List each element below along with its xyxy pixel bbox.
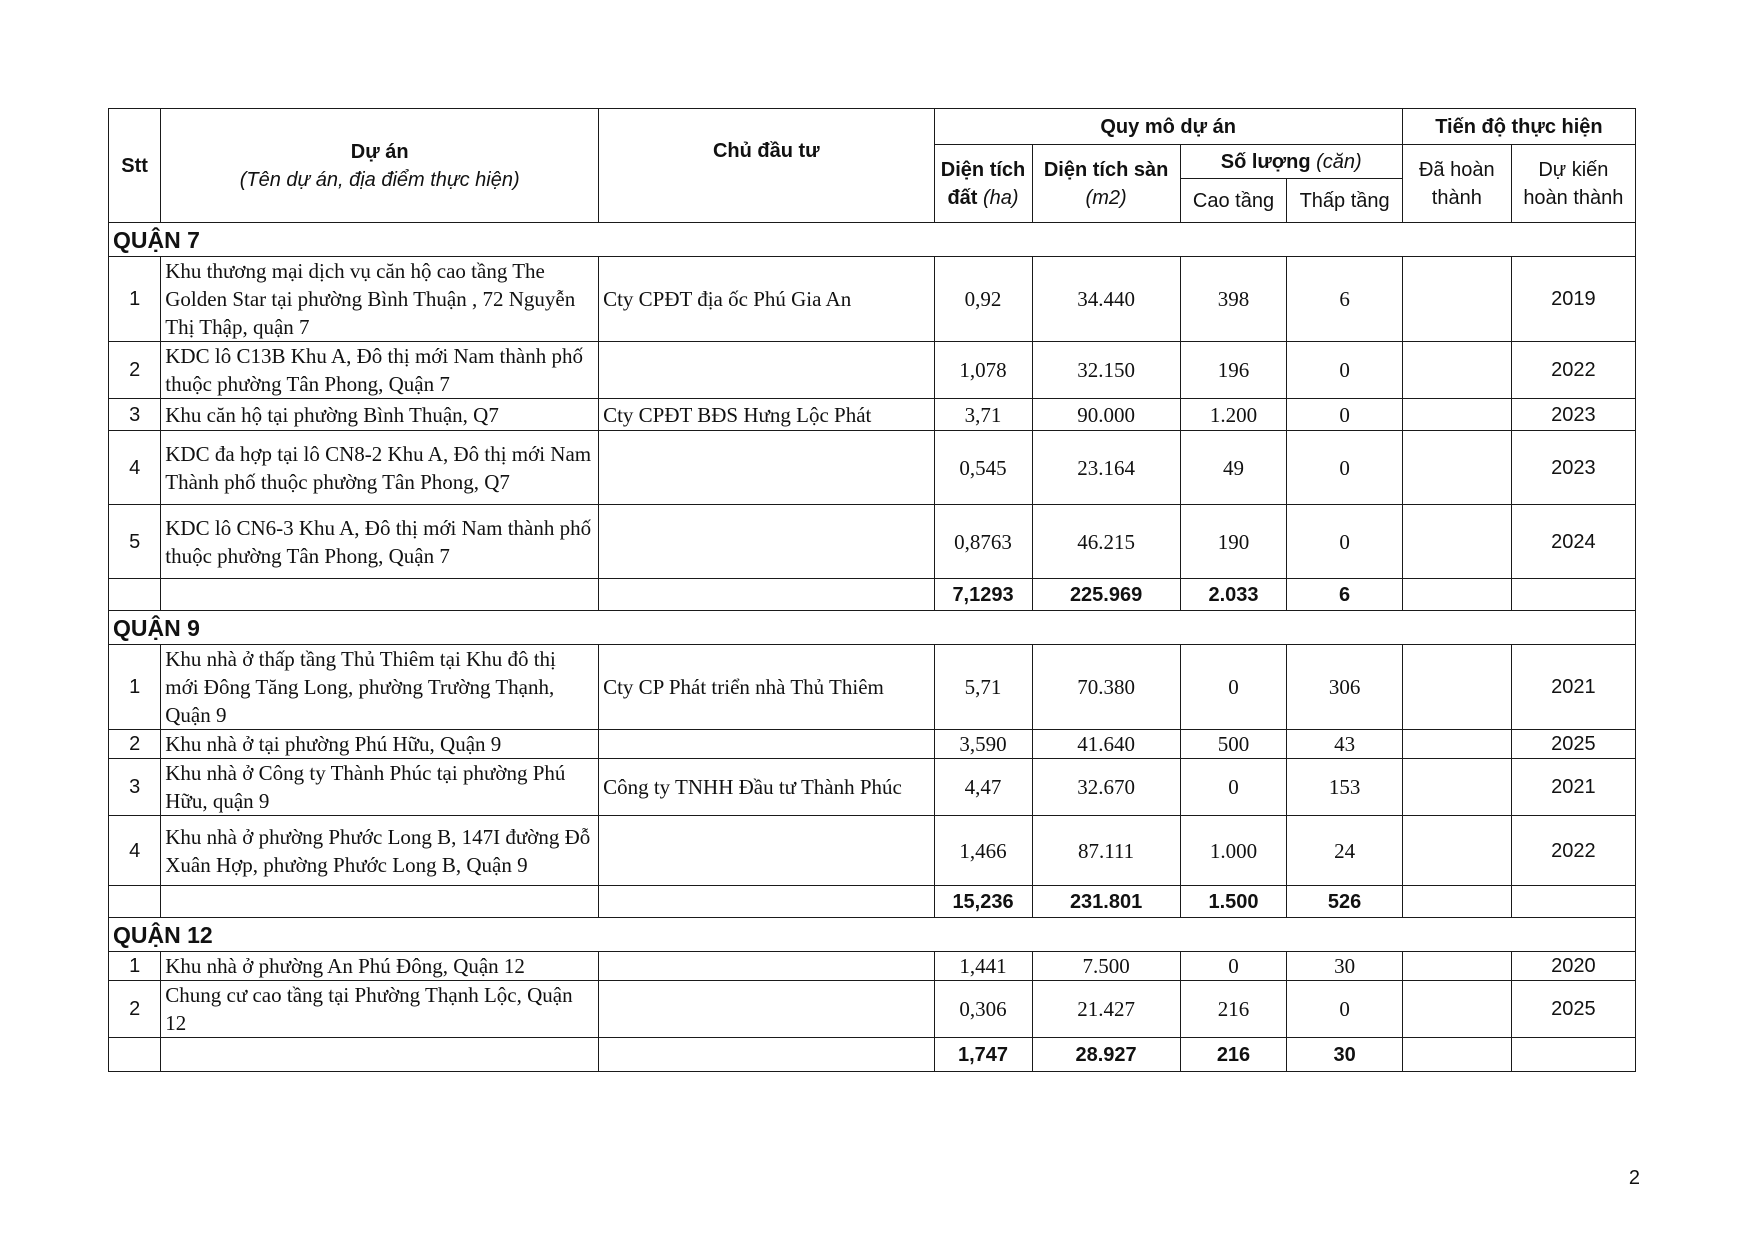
table-row — [109, 952, 1636, 981]
header-thap-tang: Thấp tầng — [1287, 179, 1402, 223]
row-floor-area: 70.380 — [1032, 645, 1180, 730]
row-investor — [599, 730, 934, 759]
row-completed — [1402, 342, 1511, 399]
section-row — [109, 918, 1636, 952]
section-title: QUẬN 7 — [109, 223, 1636, 257]
row-floor-area: 7.500 — [1032, 952, 1180, 981]
row-low-rise: 30 — [1287, 952, 1402, 981]
row-high-rise: 0 — [1180, 759, 1287, 816]
row-stt: 2 — [109, 981, 161, 1038]
total-expected — [1511, 1038, 1635, 1072]
row-high-rise: 500 — [1180, 730, 1287, 759]
total-high-rise: 1.500 — [1180, 886, 1287, 918]
row-floor-area: 90.000 — [1032, 399, 1180, 431]
table-row — [109, 730, 1636, 759]
row-expected: 2025 — [1511, 981, 1635, 1038]
row-completed — [1402, 431, 1511, 505]
total-low-rise: 30 — [1287, 1038, 1402, 1072]
row-investor — [599, 952, 934, 981]
row-completed — [1402, 257, 1511, 342]
header-dien-tich-dat: Diện tích đất (ha) — [934, 145, 1032, 223]
total-floor-area: 231.801 — [1032, 886, 1180, 918]
row-investor — [599, 505, 934, 579]
row-stt: 4 — [109, 816, 161, 886]
row-low-rise: 306 — [1287, 645, 1402, 730]
row-high-rise: 196 — [1180, 342, 1287, 399]
header-chu-dau-tu: Chủ đầu tư — [599, 109, 934, 223]
section-row — [109, 611, 1636, 645]
row-land-area: 1,466 — [934, 816, 1032, 886]
header-dien-tich-san: Diện tích sàn (m2) — [1032, 145, 1180, 223]
row-expected: 2021 — [1511, 759, 1635, 816]
row-high-rise: 0 — [1180, 645, 1287, 730]
row-project: Khu nhà ở Công ty Thành Phúc tại phường Phú Hữu, quận 9 — [161, 759, 599, 816]
total-project — [161, 1038, 599, 1072]
total-investor — [599, 579, 934, 611]
row-project: Khu nhà ở thấp tầng Thủ Thiêm tại Khu đô thị mới Đông Tăng Long, phường Trường Thạnh, Quận 9 — [161, 645, 599, 730]
table-row — [109, 342, 1636, 399]
row-expected: 2019 — [1511, 257, 1635, 342]
header-tien-do: Tiến độ thực hiện — [1402, 109, 1635, 145]
row-project: Khu nhà ở phường Phước Long B, 147I đường Đỗ Xuân Hợp, phường Phước Long B, Quận 9 — [161, 816, 599, 886]
row-project: Khu thương mại dịch vụ căn hộ cao tầng The Golden Star tại phường Bình Thuận , 72 Nguyễn Thị Thập, quận 7 — [161, 257, 599, 342]
row-expected: 2020 — [1511, 952, 1635, 981]
total-row — [109, 579, 1636, 611]
table-row — [109, 505, 1636, 579]
row-floor-area: 41.640 — [1032, 730, 1180, 759]
row-high-rise: 398 — [1180, 257, 1287, 342]
header-cao-tang: Cao tầng — [1180, 179, 1287, 223]
total-stt — [109, 1038, 161, 1072]
row-land-area: 0,8763 — [934, 505, 1032, 579]
row-project: Chung cư cao tầng tại Phường Thạnh Lộc, Quận 12 — [161, 981, 599, 1038]
total-low-rise: 526 — [1287, 886, 1402, 918]
row-completed — [1402, 645, 1511, 730]
row-low-rise: 0 — [1287, 399, 1402, 431]
row-investor — [599, 981, 934, 1038]
table-row — [109, 759, 1636, 816]
table-row — [109, 816, 1636, 886]
row-investor — [599, 342, 934, 399]
row-high-rise: 190 — [1180, 505, 1287, 579]
row-stt: 3 — [109, 759, 161, 816]
table-row — [109, 431, 1636, 505]
row-floor-area: 32.150 — [1032, 342, 1180, 399]
row-project: Khu căn hộ tại phường Bình Thuận, Q7 — [161, 399, 599, 431]
row-floor-area: 34.440 — [1032, 257, 1180, 342]
row-stt: 1 — [109, 952, 161, 981]
row-land-area: 1,078 — [934, 342, 1032, 399]
header-du-an: Dự án (Tên dự án, địa điểm thực hiện) — [161, 109, 599, 223]
section-title: QUẬN 9 — [109, 611, 1636, 645]
row-expected: 2022 — [1511, 816, 1635, 886]
row-stt: 1 — [109, 257, 161, 342]
total-project — [161, 886, 599, 918]
row-floor-area: 23.164 — [1032, 431, 1180, 505]
row-project: KDC lô CN6-3 Khu A, Đô thị mới Nam thành phố thuộc phường Tân Phong, Quận 7 — [161, 505, 599, 579]
row-completed — [1402, 505, 1511, 579]
row-expected: 2025 — [1511, 730, 1635, 759]
row-expected: 2023 — [1511, 431, 1635, 505]
row-low-rise: 6 — [1287, 257, 1402, 342]
row-land-area: 0,545 — [934, 431, 1032, 505]
total-stt — [109, 579, 161, 611]
total-expected — [1511, 579, 1635, 611]
row-expected: 2022 — [1511, 342, 1635, 399]
header-stt: Stt — [109, 109, 161, 223]
row-completed — [1402, 730, 1511, 759]
row-land-area: 0,306 — [934, 981, 1032, 1038]
row-land-area: 1,441 — [934, 952, 1032, 981]
total-land-area: 1,747 — [934, 1038, 1032, 1072]
total-completed — [1402, 1038, 1511, 1072]
row-investor: Cty CPĐT địa ốc Phú Gia An — [599, 257, 934, 342]
row-high-rise: 0 — [1180, 952, 1287, 981]
total-high-rise: 216 — [1180, 1038, 1287, 1072]
row-stt: 2 — [109, 342, 161, 399]
row-completed — [1402, 816, 1511, 886]
table-row — [109, 981, 1636, 1038]
row-expected: 2024 — [1511, 505, 1635, 579]
row-floor-area: 21.427 — [1032, 981, 1180, 1038]
total-investor — [599, 1038, 934, 1072]
row-investor — [599, 431, 934, 505]
table-row — [109, 645, 1636, 730]
row-low-rise: 0 — [1287, 981, 1402, 1038]
project-table — [108, 108, 1636, 1072]
row-investor: Cty CP Phát triển nhà Thủ Thiêm — [599, 645, 934, 730]
row-floor-area: 32.670 — [1032, 759, 1180, 816]
total-completed — [1402, 886, 1511, 918]
row-stt: 4 — [109, 431, 161, 505]
row-completed — [1402, 981, 1511, 1038]
row-land-area: 3,590 — [934, 730, 1032, 759]
row-completed — [1402, 952, 1511, 981]
row-investor: Cty CPĐT BĐS Hưng Lộc Phát — [599, 399, 934, 431]
table-header — [109, 109, 1636, 223]
total-low-rise: 6 — [1287, 579, 1402, 611]
total-row — [109, 1038, 1636, 1072]
total-high-rise: 2.033 — [1180, 579, 1287, 611]
header-so-luong: Số lượng (căn) — [1180, 145, 1402, 179]
row-project: Khu nhà ở tại phường Phú Hữu, Quận 9 — [161, 730, 599, 759]
total-floor-area: 225.969 — [1032, 579, 1180, 611]
total-investor — [599, 886, 934, 918]
row-investor: Công ty TNHH Đầu tư Thành Phúc — [599, 759, 934, 816]
table-row — [109, 257, 1636, 342]
row-project: Khu nhà ở phường An Phú Đông, Quận 12 — [161, 952, 599, 981]
row-investor — [599, 816, 934, 886]
total-row — [109, 886, 1636, 918]
row-floor-area: 46.215 — [1032, 505, 1180, 579]
row-stt: 2 — [109, 730, 161, 759]
row-high-rise: 49 — [1180, 431, 1287, 505]
header-da-hoan-thanh: Đã hoàn thành — [1402, 145, 1511, 223]
row-low-rise: 0 — [1287, 431, 1402, 505]
row-stt: 5 — [109, 505, 161, 579]
header-quy-mo: Quy mô dự án — [934, 109, 1402, 145]
row-high-rise: 216 — [1180, 981, 1287, 1038]
row-stt: 3 — [109, 399, 161, 431]
total-land-area: 7,1293 — [934, 579, 1032, 611]
row-low-rise: 153 — [1287, 759, 1402, 816]
row-land-area: 3,71 — [934, 399, 1032, 431]
section-title: QUẬN 12 — [109, 918, 1636, 952]
row-expected: 2023 — [1511, 399, 1635, 431]
row-land-area: 0,92 — [934, 257, 1032, 342]
row-land-area: 5,71 — [934, 645, 1032, 730]
header-du-kien: Dự kiến hoàn thành — [1511, 145, 1635, 223]
section-row — [109, 223, 1636, 257]
total-expected — [1511, 886, 1635, 918]
total-land-area: 15,236 — [934, 886, 1032, 918]
row-low-rise: 0 — [1287, 342, 1402, 399]
row-project: KDC đa hợp tại lô CN8-2 Khu A, Đô thị mới Nam Thành phố thuộc phường Tân Phong, Q7 — [161, 431, 599, 505]
table-row — [109, 399, 1636, 431]
row-floor-area: 87.111 — [1032, 816, 1180, 886]
row-completed — [1402, 759, 1511, 816]
table-body — [109, 223, 1636, 1072]
row-low-rise: 0 — [1287, 505, 1402, 579]
row-high-rise: 1.200 — [1180, 399, 1287, 431]
row-high-rise: 1.000 — [1180, 816, 1287, 886]
row-land-area: 4,47 — [934, 759, 1032, 816]
total-floor-area: 28.927 — [1032, 1038, 1180, 1072]
row-low-rise: 43 — [1287, 730, 1402, 759]
page-number: 2 — [1628, 1167, 1640, 1189]
total-stt — [109, 886, 161, 918]
row-stt: 1 — [109, 645, 161, 730]
row-expected: 2021 — [1511, 645, 1635, 730]
total-completed — [1402, 579, 1511, 611]
row-project: KDC lô C13B Khu A, Đô thị mới Nam thành phố thuộc phường Tân Phong, Quận 7 — [161, 342, 599, 399]
row-low-rise: 24 — [1287, 816, 1402, 886]
total-project — [161, 579, 599, 611]
row-completed — [1402, 399, 1511, 431]
